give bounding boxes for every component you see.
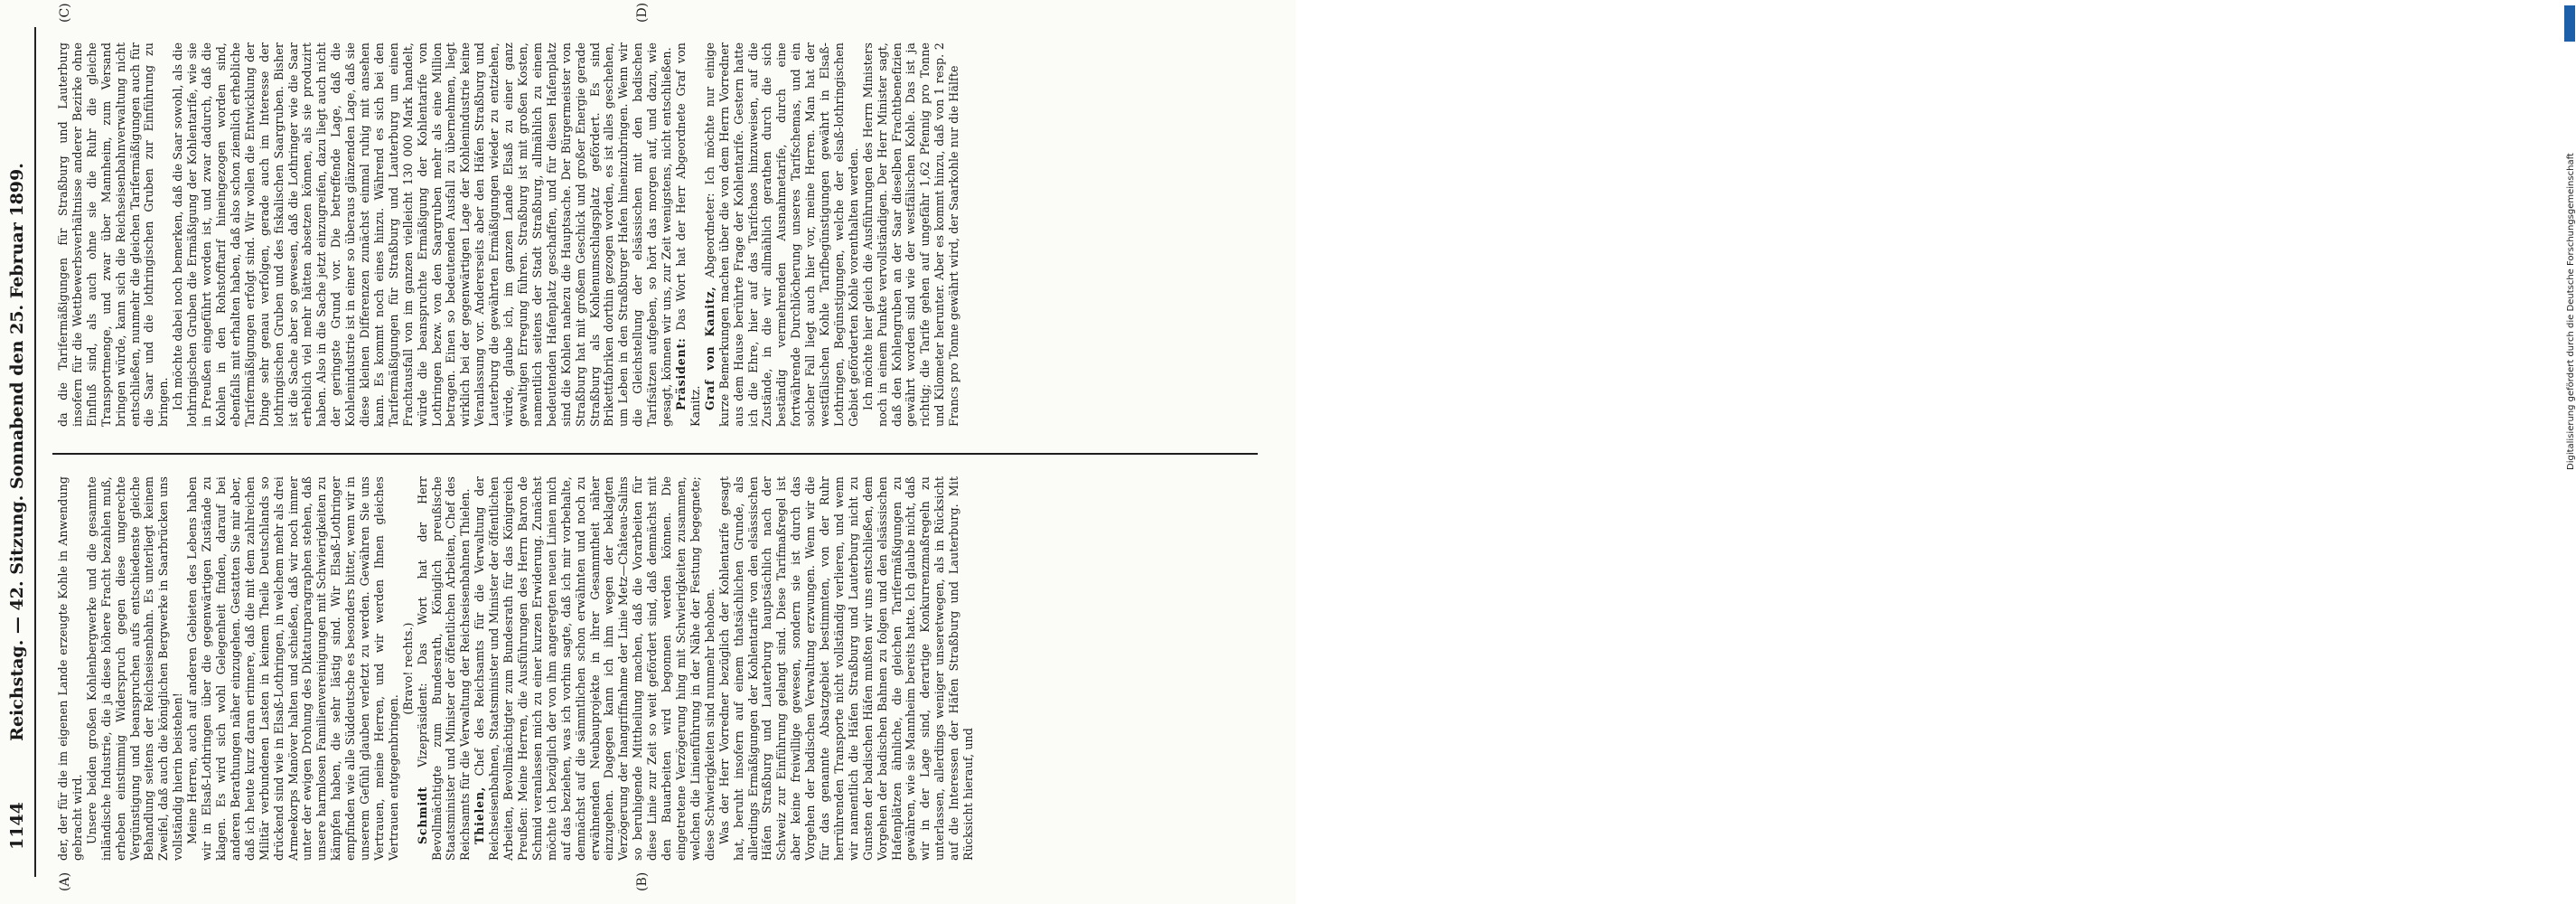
speech-text: Vizepräsident: Das Wort hat der Herr Bevollmächtigte zum Bundesrath, Königlich preußische Staatsminister und Minister der öffentlichen Arbeiten, Chef des Reichsamts für die Verwaltung der Reichseisenbahnen Thielen. — [415, 476, 473, 861]
speaker-name: Präsident: — [673, 337, 688, 410]
speaker-name: Graf von Kanitz, — [702, 286, 717, 410]
paragraph: der, der für die im eigenen Lande erzeugte Kohle in Anwendung gebracht wird. — [56, 476, 84, 861]
speech-text: Abgeordneter: Ich möchte nur einige kurze Bemerkungen machen über die von dem Herrn Vorredner aus dem Hause berührte Frage der Kohlentarife. Gestern hatte ich die Ehre, hier auf das Tarifchaos hinzuweisen, auf die Zustände, in die wir allmählich gerathen durch die sich beständig vermehrenden Ausnahmetarife, durch eine fortwährende Durchlöcherung unseres Tarifschemas, und ein solcher Fall liegt auch hier vor, meine Herren. Man hat der westfälischen Kohle Tarifbegünstigungen gewährt in Elsaß-Lothringen, Begünstigungen, welche der elsaß-lothringischen Gebiet geförderten Kohle vorenthalten werden. — [702, 42, 860, 427]
paragraph: Meine Herren, auch auf anderen Gebieten des Lebens haben wir in Elsaß-Lothringen über die gegenwärtigen Zustände zu klagen. Es wird sich wohl Gelegenheit finden, darauf bei anderen Berathungen näher einzugehen. Gestatten Sie mir aber, daß ich heute kurz daran erinnere, daß die mit dem zahlreichen Militär verbundenen Lasten in keinem Theile Deutschlands so drückend sind wie in Elsaß-Lothringen, in welchem mehr als drei Armeekorps Manöver halten und schießen, daß wir noch immer unter der ewigen Drohung des Diktaturparagraphen stehen, daß unsere harmlosen Familienvereinigungen mit Schwierigkeiten zu kämpfen haben, die sehr lästig sind. Wir Elsaß-Lothringer empfinden wie alle Süddeutsche es besonders bitter, wenn wir in unserem Gefühl glauben verletzt zu werden. Gewähren Sie uns Vertrauen, meine Herren, und wir werden Ihnen gleiches Vertrauen entgegenbringen. — [185, 476, 400, 861]
left-column — [56, 476, 1240, 861]
header-rule — [34, 27, 36, 877]
paragraph: Was der Herr Vorredner bezüglich der Kohlentarife gesagt hat, beruht insofern auf einem thatsächlichen Grunde, als allerdings Ermäßigungen der Kohlentarife von den elsässischen Häfen Straßburg und Lauterburg hauptsächlich nach der Schweiz zur Einführung gelangt sind. Diese Tarifmaßregel ist aber keine freiwillige gewesen, sondern sie ist durch das Vorgehen der badischen Verwaltung erzwungen. Wenn wir die für das genannte Absatzgebiet bestimmten, von der Ruhr herrührenden Transporte nicht vollständig verlieren, und wenn wir namentlich die Häfen Straßburg und Lauterburg nicht zu Gunsten der badischen Häfen mußten wir uns entschließen, dem Vorgehen der badischen Bahnen zu folgen und den elsässischen Hafenplätzen ähnliche, die gleichen Tarifermäßigungen zu gewähren, wie sie Mannheim bereits hatte. Ich glaube nicht, daß wir in der Lage sind, derartige Konkurrenzmaßregeln zu unterlassen, allerdings weniger unseretwegen, als in Rücksicht auf die Interessen der Häfen Straßburg und Lauterburg. Mit Rücksicht hierauf, und — [717, 476, 976, 861]
speech-text: Das Wort hat der Herr Abgeordnete Graf von Kanitz. — [673, 42, 702, 427]
interjection: (Bravo! rechts.) — [400, 622, 415, 715]
column-divider — [52, 453, 1258, 455]
dfg-logo — [2557, 5, 2575, 42]
speaker-paragraph — [473, 476, 717, 861]
digitisation-strip — [1280, 0, 2576, 904]
paragraph: Ich möchte dabei noch bemerken, daß die Saar sowohl, als die lothringischen Gruben die Ermäßigung der Kohlentarife, wie sie in Preußen eingeführt worden ist, und zwar dadurch, daß die Kohlen in den Rohstofftarif hineingezogen worden sind, ebenfalls mit erhalten haben, daß also schon ziemlich erhebliche Tarifermäßigungen erfolgt sind. Wir wollen die Entwicklung der Dinge sehr genau verfolgen, gerade auch im Interesse der lothringischen Gruben und des fiskalischen Saargruben. Bisher ist die Sache aber so gewesen, daß die Lothringer wie die Saar erheblich viel mehr hätten absetzen können, als sie produzirt haben. Also in die Sache jetzt einzugreifen, dazu liegt auch nicht der geringste Grund vor. Die betreffende Lage, daß die Kohlenindustrie ist in einer so überaus glänzenden Lage, daß sie diese kleinen Differenzen zunächst einmal ruhig mit ansehen kann. Es kommt noch eines hinzu. Während es sich bei den Tarifermäßigungen für Straßburg und Lauterburg um einen Frachtausfall von im ganzen vielleicht 130 000 Mark handelt, würde die beanspruchte Ermäßigung der Kohlentarife von Lothringen bezw. von den Saargruben mehr als eine Million betragen. Einen so bedeutenden Ausfall zu übernehmen, liegt wirklich bei der gegenwärtigen Lage der Kohlenindustrie keine Veranlassung vor. Andererseits aber den Häfen Straßburg und Lauterburg die gewährten Ermäßigungen wieder zu entziehen, würde, glaube ich, im ganzen Lande Elsaß zu einer ganz gewaltigen Erregung führen. Straßburg ist mit großen Kosten, namentlich seitens der Stadt Straßburg, allmählich zu einem bedeutenden Hafenplatz geschaffen, und für diesen Hafenplatz sind die Kohlen nahezu die Hauptsache. Der Bürgermeister von Straßburg hat mit großem Geschick und großer Energie gerade Straßburg als Kohlenumschlagsplatz gefördert. Es sind Brikettfabriken dorthin gezogen worden, es ist alles geschehen, um Leben in den Straßburger Hafen hineinzubringen. Wenn wir die Gleichstellung der elsässischen mit den badischen Tarifsätzen aufgeben, so hört das morgen auf, und dazu, wie gesagt, können wir uns, zur Zeit wenigstens, nicht entschließen. — [171, 42, 674, 427]
speaker-name: Schmidt — [415, 767, 429, 844]
margin-marker-d: (D) — [635, 2, 650, 23]
paragraph: Unsere beiden großen Kohlenbergwerke und die gesammte inländische Industrie, die ja diese höhere Fracht bezahlen muß, erheben einstimmig Widerspruch gegen diese ungerechte Vergünstigung und beanspruchen aufs entschiedenste gleiche Behandlung seitens der Reichseisenbahn. Es unterliegt keinem Zweifel, daß auch die königlichen Bergwerke in Saarbrücken uns vollständig hierin beistehen! — [84, 476, 185, 861]
speech-text: Chef des Reichsamts für die Verwaltung der Reichseisenbahnen, Staatsminister und Minister der öffentlichen Arbeiten, Bevollmächtigter zum Bundesrath für das Königreich Preußen: Meine Herren, die Ausführungen des Herrn Baron de Schmid veranlassen mich zu einer kurzen Erwiderung. Zunächst möchte ich bezüglich der von ihm angeregten neuen Linien mich auf das beziehen, was ich vorhin sagte, daß ich mir vorbehalte, demnächst auf die sämmtlichen schon erwähnten und noch zu erwähnenden Neubauprojekte in ihrer Gesammtheit näher einzugehen. Dagegen kann ich ihm wegen der beklagten Verzögerung der Inangriffnahme der Linie Metz—Château-Salins so beruhigende Mittheilung machen, daß die Vorarbeiten für diese Linie zur Zeit so weit gefördert sind, daß demnächst mit den Bauarbeiten wird begonnen werden können. Die eingetretene Verzögerung hing mit Schwierigkeiten zusammen, welchen die Linienführung in der Nähe der Festung begegnete; diese Schwierigkeiten sind nunmehr behoben. — [473, 476, 717, 861]
speaker-paragraph — [674, 42, 703, 427]
page-title: Reichstag. — 42. Sitzung. Sonnabend den 25. Februar 1899. — [7, 163, 27, 741]
dfg-logo-text: DFG — [2557, 14, 2566, 31]
page-number: 1144 — [7, 802, 27, 850]
margin-marker-a: (A) — [58, 871, 72, 891]
speaker-paragraph — [703, 42, 861, 427]
speaker-paragraph — [416, 476, 473, 861]
speaker-name: Thielen, — [473, 786, 487, 844]
margin-marker-b: (B) — [635, 871, 650, 891]
paragraph: da die Tarifermäßigungen für Straßburg und Lauterburg insofern für die Wettbewerbsverhältnisse anderer Bezirke ohne Einfluß sind, als auch ohne sie die Ruhr die gleiche Transportmenge, und zwar über Mannheim, zum Versand bringen würde, kann sich die Reichseisenbahnverwaltung nicht entschließen, nunmehr die gleichen Tarifermäßigungen auch für die Saar und die lothringischen Gruben zur Einführung zu bringen. — [56, 42, 171, 427]
digitisation-note: Digitalisierung gefördert durch die Deutsche Forschungsgemeinschaft — [2566, 153, 2576, 470]
margin-marker-c: (C) — [58, 3, 72, 23]
page-header — [7, 27, 38, 877]
paragraph: Ich möchte hier gleich die Ausführungen des Herrn Ministers noch in einem Punkte vervollständigen. Der Herr Minister sagt, daß den Kohlengruben an der Saar dieselben Frachtbenefizien gewährt worden sind wie der westfälischen Kohle. Das ist ja richtig; die Tarife gehen auf ungefähr 1,62 Pfennig pro Tonne und Kilometer herunter. Aber es kommt hinzu, daß von 1 resp. 2 Francs pro Tonne gewährt wird, der Saarkohle nur die Hälfte — [860, 42, 961, 427]
right-column — [56, 42, 1240, 427]
